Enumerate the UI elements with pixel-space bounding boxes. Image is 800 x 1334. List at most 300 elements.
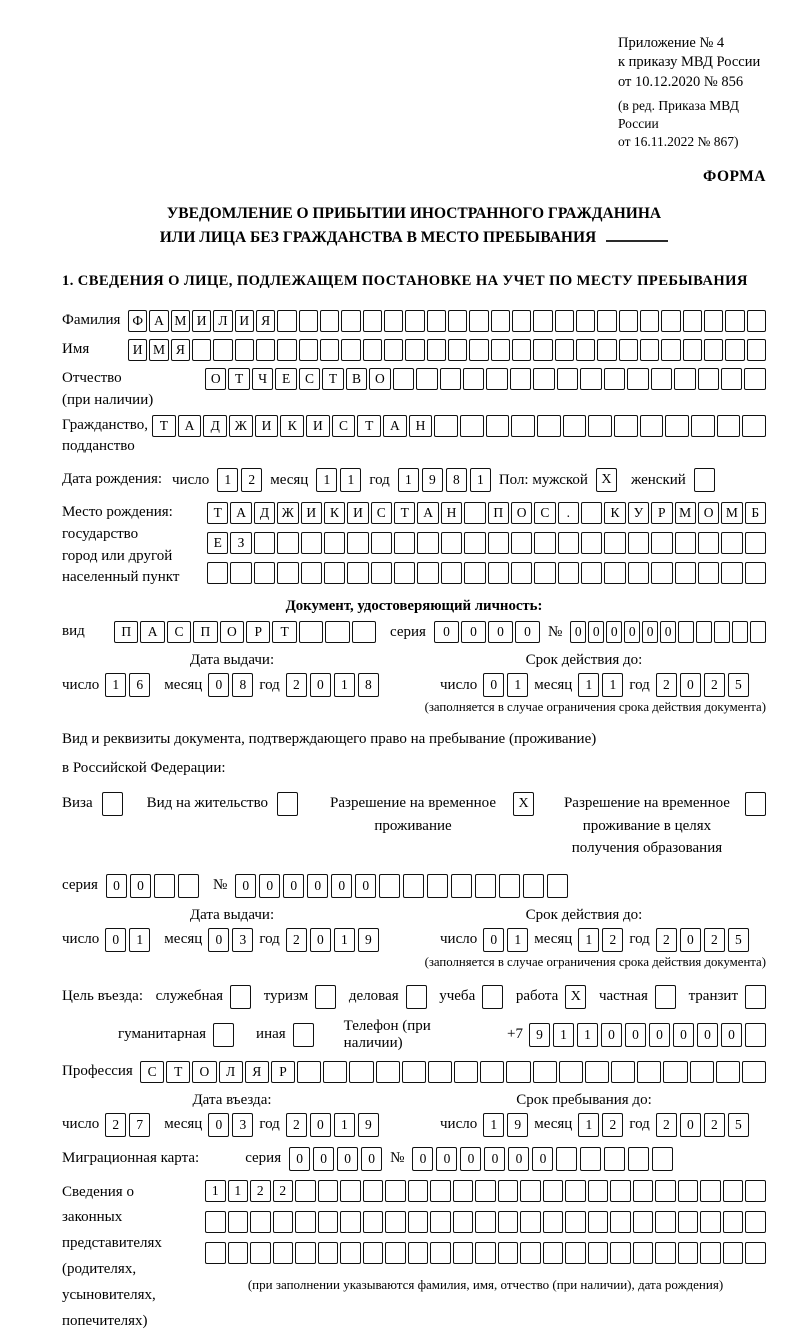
tourism-checkbox: [315, 985, 336, 1009]
birth-place-row: [62, 502, 766, 589]
identity-doc-series-label: серия: [390, 623, 426, 640]
char-cell: 0: [289, 1147, 310, 1171]
char-cell: З: [230, 532, 251, 554]
char-cell: В: [346, 368, 367, 390]
char-cell: [376, 1061, 400, 1083]
char-cell: 1: [507, 673, 528, 697]
char-cell: [402, 1061, 426, 1083]
char-cell: 5: [728, 928, 749, 952]
char-cell: 1: [553, 1023, 574, 1047]
char-cell: [460, 415, 484, 437]
char-cell: [581, 532, 602, 554]
residence-expiry-day-cells: [483, 928, 528, 952]
char-cell: [371, 532, 392, 554]
char-cell: 2: [656, 673, 677, 697]
char-cell: [651, 532, 672, 554]
day-label: число: [172, 471, 210, 488]
char-cell: С: [167, 621, 191, 643]
char-cell: Я: [245, 1061, 269, 1083]
char-cell: О: [511, 502, 532, 524]
char-cell: [403, 874, 424, 898]
char-cell: Я: [171, 339, 190, 361]
char-cell: [558, 532, 579, 554]
char-cell: 0: [235, 874, 256, 898]
char-cell: [581, 562, 602, 584]
char-cell: [408, 1242, 429, 1264]
residence-dates-block: [62, 907, 766, 952]
char-cell: Д: [203, 415, 227, 437]
char-cell: 0: [412, 1147, 433, 1171]
char-cell: [675, 562, 696, 584]
profession-row: [62, 1061, 766, 1083]
char-cell: [324, 562, 345, 584]
char-cell: [604, 1147, 625, 1171]
char-cell: 0: [355, 874, 376, 898]
char-cell: [588, 1242, 609, 1264]
char-cell: [235, 339, 254, 361]
char-cell: [690, 1061, 714, 1083]
option-temp-residence-education: Разрешение на временное проживание в целях получения образования: [558, 792, 766, 860]
option-residence-permit: Вид на жительство: [147, 792, 298, 816]
char-cell: 0: [313, 1147, 334, 1171]
identity-doc-heading: Документ, удостоверяющий личность:: [285, 598, 543, 615]
char-cell: [533, 339, 552, 361]
char-cell: [661, 310, 680, 332]
char-cell: [379, 874, 400, 898]
appendix-block: [618, 34, 766, 152]
char-cell: [480, 1061, 504, 1083]
char-cell: У: [628, 502, 649, 524]
residence-series-row: [62, 874, 766, 898]
char-cell: Т: [322, 368, 343, 390]
year-label: год: [369, 471, 390, 488]
char-cell: 1: [205, 1180, 226, 1202]
char-cell: И: [306, 415, 330, 437]
identity-expiry-day-cells: [483, 673, 528, 697]
char-cell: Е: [207, 532, 228, 554]
char-cell: 0: [361, 1147, 382, 1171]
char-cell: [277, 339, 296, 361]
char-cell: [295, 1180, 316, 1202]
char-cell: 0: [310, 928, 331, 952]
char-cell: [486, 368, 507, 390]
char-cell: [725, 339, 744, 361]
char-cell: [628, 1147, 649, 1171]
char-cell: [454, 1061, 478, 1083]
char-cell: 0: [208, 673, 229, 697]
char-cell: [510, 368, 531, 390]
representatives-label: Сведения о законных представителях (родителях, усыновителях, попечителях): [62, 1183, 162, 1329]
char-cell: [619, 339, 638, 361]
char-cell: [611, 1061, 635, 1083]
day-label: число: [62, 1116, 100, 1133]
char-cell: 0: [624, 621, 640, 643]
identity-expiry-year-cells: [656, 673, 749, 697]
char-cell: А: [178, 415, 202, 437]
month-label: месяц: [164, 1116, 203, 1133]
char-cell: [340, 1211, 361, 1233]
char-cell: 8: [358, 673, 379, 697]
appendix-line: от 10.12.2020 № 856: [618, 73, 744, 90]
char-cell: [640, 415, 664, 437]
purpose-label: Цель въезда:: [62, 988, 143, 1005]
char-cell: [385, 1180, 406, 1202]
char-cell: 8: [232, 673, 253, 697]
expiry-date-header: Срок действия до:: [525, 906, 643, 923]
char-cell: 2: [704, 673, 725, 697]
char-cell: [394, 532, 415, 554]
char-cell: Т: [394, 502, 415, 524]
char-cell: 0: [436, 1147, 457, 1171]
char-cell: [698, 532, 719, 554]
business-checkbox: [406, 985, 427, 1009]
char-cell: [520, 1180, 541, 1202]
identity-expiry-month-cells: [578, 673, 623, 697]
char-cell: К: [604, 502, 625, 524]
char-cell: [434, 415, 458, 437]
char-cell: 0: [673, 1023, 694, 1047]
char-cell: [565, 1180, 586, 1202]
birth-place-cells-line3: [207, 562, 766, 584]
char-cell: [534, 532, 555, 554]
char-cell: [745, 1023, 766, 1047]
char-cell: [347, 532, 368, 554]
char-cell: [318, 1211, 339, 1233]
char-cell: [523, 874, 544, 898]
char-cell: [698, 368, 719, 390]
char-cell: [498, 1180, 519, 1202]
char-cell: [486, 415, 510, 437]
char-cell: 3: [232, 1113, 253, 1137]
profession-cells: [140, 1061, 766, 1083]
char-cell: [627, 368, 648, 390]
char-cell: [674, 368, 695, 390]
char-cell: М: [149, 339, 168, 361]
char-cell: 0: [606, 621, 622, 643]
surname-row: [62, 310, 766, 332]
char-cell: [205, 1242, 226, 1264]
char-cell: 0: [625, 1023, 646, 1047]
char-cell: О: [369, 368, 390, 390]
phone-cells: [529, 1023, 766, 1047]
char-cell: С: [332, 415, 356, 437]
char-cell: [655, 1242, 676, 1264]
char-cell: 1: [334, 928, 355, 952]
char-cell: [721, 368, 742, 390]
char-cell: И: [192, 310, 211, 332]
residence-series-label: серия: [62, 877, 98, 894]
stay-year-cells: [656, 1113, 749, 1137]
identity-doc-type-cells: [114, 621, 376, 643]
char-cell: Ж: [277, 502, 298, 524]
month-label: месяц: [164, 931, 203, 948]
identity-issue-year-cells: [286, 673, 379, 697]
birth-date-row: [62, 468, 766, 492]
char-cell: 2: [602, 1113, 623, 1137]
char-cell: 2: [704, 928, 725, 952]
char-cell: [475, 874, 496, 898]
title-line-1: УВЕДОМЛЕНИЕ О ПРИБЫТИИ ИНОСТРАННОГО ГРАЖДАНИНА: [166, 204, 662, 222]
purpose-study: учеба: [439, 985, 503, 1009]
char-cell: [745, 1242, 766, 1264]
profession-label: Профессия: [62, 1062, 133, 1079]
char-cell: Ч: [252, 368, 273, 390]
char-cell: [394, 562, 415, 584]
char-cell: [250, 1242, 271, 1264]
identity-issue-month-cells: [208, 673, 253, 697]
representatives-cells-line3: [205, 1242, 766, 1264]
char-cell: 0: [484, 1147, 505, 1171]
char-cell: 9: [422, 468, 443, 492]
birth-place-cells-line1: [207, 502, 766, 524]
char-cell: 1: [578, 928, 599, 952]
identity-issue-day-cells: [105, 673, 150, 697]
char-cell: 1: [340, 468, 361, 492]
char-cell: М: [171, 310, 190, 332]
residence-issue-month-cells: [208, 928, 253, 952]
stay-day-cells: [483, 1113, 528, 1137]
char-cell: 2: [656, 928, 677, 952]
char-cell: [250, 1211, 271, 1233]
option-visa: Виза: [62, 792, 123, 816]
char-cell: [324, 532, 345, 554]
char-cell: 2: [602, 928, 623, 952]
char-cell: 0: [483, 928, 504, 952]
issue-date-header: Дата выдачи:: [189, 652, 275, 669]
char-cell: [742, 1061, 766, 1083]
amendment-line: (в ред. Приказа МВД России: [618, 98, 739, 132]
year-label: год: [629, 931, 650, 948]
char-cell: [581, 502, 602, 524]
char-cell: [537, 415, 561, 437]
char-cell: [610, 1180, 631, 1202]
char-cell: [230, 562, 251, 584]
phone-prefix: +7: [507, 1026, 523, 1043]
char-cell: [619, 310, 638, 332]
representatives-cells-line1: [205, 1180, 766, 1202]
study-checkbox: [482, 985, 503, 1009]
char-cell: [469, 310, 488, 332]
surname-label: Фамилия: [62, 312, 121, 329]
char-cell: [178, 874, 199, 898]
char-cell: [371, 562, 392, 584]
appendix-line: Приложение № 4: [618, 35, 725, 51]
char-cell: [555, 339, 574, 361]
identity-doc-number-cells: [570, 621, 766, 643]
char-cell: [533, 368, 554, 390]
char-cell: [559, 1061, 583, 1083]
char-cell: 2: [286, 928, 307, 952]
char-cell: 0: [331, 874, 352, 898]
char-cell: 1: [316, 468, 337, 492]
char-cell: [325, 621, 349, 643]
char-cell: [463, 368, 484, 390]
month-label: месяц: [534, 676, 573, 693]
char-cell: 0: [508, 1147, 529, 1171]
char-cell: [723, 1242, 744, 1264]
temp-residence-education-checkbox: [745, 792, 766, 816]
purpose-humanitarian: гуманитарная: [118, 1023, 234, 1047]
residence-dates-note: (заполняется в случае ограничения срока действия документа): [424, 954, 766, 969]
char-cell: [448, 339, 467, 361]
char-cell: 0: [642, 621, 658, 643]
char-cell: 0: [106, 874, 127, 898]
migration-number-label: №: [390, 1150, 405, 1167]
char-cell: 1: [578, 673, 599, 697]
char-cell: [588, 1180, 609, 1202]
visa-checkbox: [102, 792, 123, 816]
purpose-private: частная: [599, 985, 676, 1009]
char-cell: 0: [601, 1023, 622, 1047]
char-cell: [299, 621, 323, 643]
char-cell: П: [193, 621, 217, 643]
char-cell: [714, 621, 730, 643]
char-cell: [651, 562, 672, 584]
char-cell: [716, 1061, 740, 1083]
day-label: число: [62, 676, 100, 693]
char-cell: [453, 1180, 474, 1202]
temp-residence-checkbox: X: [513, 792, 534, 816]
given-name-row: [62, 339, 766, 361]
char-cell: 2: [105, 1113, 126, 1137]
char-cell: 9: [529, 1023, 550, 1047]
char-cell: [323, 1061, 347, 1083]
char-cell: [320, 310, 339, 332]
char-cell: 0: [208, 1113, 229, 1137]
representatives-block: [62, 1180, 766, 1334]
char-cell: [453, 1242, 474, 1264]
char-cell: 0: [310, 1113, 331, 1137]
char-cell: [721, 532, 742, 554]
char-cell: [491, 310, 510, 332]
char-cell: [588, 415, 612, 437]
char-cell: 1: [470, 468, 491, 492]
char-cell: 1: [507, 928, 528, 952]
char-cell: [556, 1147, 577, 1171]
char-cell: 0: [259, 874, 280, 898]
char-cell: [408, 1180, 429, 1202]
char-cell: [745, 562, 766, 584]
char-cell: М: [721, 502, 742, 524]
char-cell: 1: [334, 673, 355, 697]
char-cell: [511, 415, 535, 437]
year-label: год: [259, 676, 280, 693]
char-cell: [604, 532, 625, 554]
char-cell: [427, 310, 446, 332]
char-cell: [723, 1180, 744, 1202]
identity-doc-series-cells: [434, 621, 540, 643]
char-cell: [576, 339, 595, 361]
char-cell: [663, 1061, 687, 1083]
char-cell: С: [371, 502, 392, 524]
char-cell: [563, 415, 587, 437]
day-label: число: [440, 676, 478, 693]
char-cell: [384, 339, 403, 361]
char-cell: [428, 1061, 452, 1083]
char-cell: [318, 1180, 339, 1202]
char-cell: [604, 368, 625, 390]
char-cell: 0: [488, 621, 513, 643]
char-cell: 0: [697, 1023, 718, 1047]
sex-female-label: женский: [630, 471, 686, 488]
char-cell: [547, 874, 568, 898]
char-cell: [520, 1242, 541, 1264]
char-cell: И: [235, 310, 254, 332]
char-cell: [604, 562, 625, 584]
birth-month-cells: [316, 468, 361, 492]
section1-heading: 1. СВЕДЕНИЯ О ЛИЦЕ, ПОДЛЕЖАЩЕМ ПОСТАНОВКЕ НА УЧЕТ ПО МЕСТУ ПРЕБЫВАНИЯ: [62, 273, 748, 290]
entry-year-cells: [286, 1113, 379, 1137]
migration-series-cells: [289, 1147, 382, 1171]
char-cell: [228, 1242, 249, 1264]
char-cell: [488, 562, 509, 584]
char-cell: 2: [273, 1180, 294, 1202]
char-cell: Е: [275, 368, 296, 390]
char-cell: [408, 1211, 429, 1233]
char-cell: 1: [602, 673, 623, 697]
year-label: год: [629, 1116, 650, 1133]
char-cell: [640, 310, 659, 332]
char-cell: [704, 339, 723, 361]
char-cell: 0: [680, 673, 701, 697]
char-cell: [498, 1242, 519, 1264]
char-cell: [543, 1211, 564, 1233]
char-cell: [745, 532, 766, 554]
char-cell: [441, 532, 462, 554]
char-cell: [475, 1242, 496, 1264]
appendix-line: к приказу МВД России: [618, 54, 761, 71]
char-cell: [512, 339, 531, 361]
char-cell: А: [383, 415, 407, 437]
birth-date-label: Дата рождения:: [62, 471, 163, 488]
residence-permit-checkbox: [277, 792, 298, 816]
char-cell: [506, 1061, 530, 1083]
char-cell: Т: [207, 502, 228, 524]
char-cell: [297, 1061, 321, 1083]
citizenship-row: [62, 415, 766, 459]
char-cell: [678, 1211, 699, 1233]
year-label: год: [259, 931, 280, 948]
char-cell: [416, 368, 437, 390]
char-cell: 0: [649, 1023, 670, 1047]
migration-series-label: серия: [245, 1150, 282, 1167]
char-cell: [700, 1211, 721, 1233]
char-cell: [385, 1242, 406, 1264]
char-cell: [451, 874, 472, 898]
char-cell: [700, 1242, 721, 1264]
char-cell: [349, 1061, 373, 1083]
identity-doc-row: [62, 621, 766, 643]
entry-day-cells: [105, 1113, 150, 1137]
char-cell: [723, 1211, 744, 1233]
char-cell: [352, 621, 376, 643]
work-checkbox: X: [565, 985, 586, 1009]
char-cell: [533, 310, 552, 332]
patronymic-cells: [205, 368, 766, 390]
char-cell: 0: [130, 874, 151, 898]
char-cell: [628, 532, 649, 554]
char-cell: [256, 339, 275, 361]
char-cell: [543, 1180, 564, 1202]
char-cell: [192, 339, 211, 361]
issue-date-header: Дата выдачи:: [189, 906, 275, 923]
char-cell: 9: [358, 928, 379, 952]
char-cell: [678, 1242, 699, 1264]
char-cell: [628, 562, 649, 584]
month-label: месяц: [164, 676, 203, 693]
char-cell: [637, 1061, 661, 1083]
char-cell: [295, 1211, 316, 1233]
